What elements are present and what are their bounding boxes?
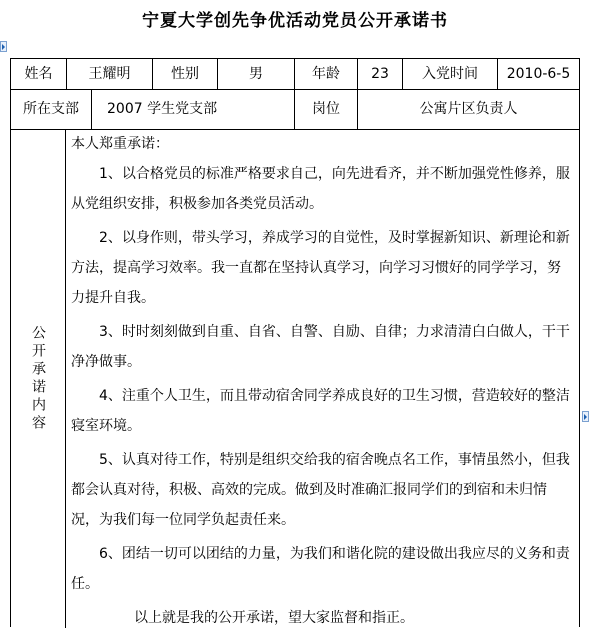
left-expand-arrow-icon[interactable] [0, 41, 7, 52]
pledge-item-3: 3、时时刻刻做到自重、自省、自警、自励、自律；力求清清白白做人，干干净净做事。 [71, 324, 570, 370]
gender-label: 性别 [171, 66, 199, 82]
page-title: 宁夏大学创先争优活动党员公开承诺书 [142, 11, 448, 31]
pledge-section-label-cell [11, 129, 65, 628]
age-value: 23 [371, 66, 389, 82]
gender-value: 男 [249, 66, 263, 82]
pledge-intro: 本人郑重承诺： [71, 136, 169, 152]
position-label: 岗位 [312, 101, 340, 117]
pledge-item-2: 2、以身作则，带头学习，养成学习的自觉性，及时掌握新知识、新理论和新方法，提高学习效率。我一直都在坚持认真学习，向学习习惯好的同学学习，努力提升自我。 [71, 230, 570, 306]
pledge-item-5: 5、认真对待工作，特别是组织交给我的宿舍晚点名工作，事情虽然小，但我都会认真对待，积极、高效的完成。做到及时准确汇报同学们的到宿和未归情况，为我们每一位同学负起责任来。 [71, 452, 570, 528]
pledge-table [10, 58, 580, 627]
pledge-item-6: 6、团结一切可以团结的力量，为我们和谐化院的建设做出我应尽的义务和责任。 [71, 546, 570, 592]
age-label: 年龄 [312, 66, 340, 82]
position-value: 公寓片区负责人 [419, 101, 518, 117]
pledge-section-label: 公开承诺内容 [30, 324, 46, 433]
pledge-item-4: 4、注重个人卫生，而且带动宿舍同学养成良好的卫生习惯，营造较好的整洁寝室环境。 [71, 388, 570, 434]
branch-label: 所在支部 [23, 101, 79, 117]
join-date-label: 入党时间 [422, 66, 478, 82]
branch-value: 2007 学生党支部 [107, 101, 218, 117]
pledge-closing: 以上就是我的公开承诺，望大家监督和指正。 [134, 610, 414, 626]
pledge-content [71, 133, 573, 633]
name-label: 姓名 [24, 66, 53, 82]
name-value: 王耀明 [88, 66, 131, 82]
pledge-item-1: 1、以合格党员的标准严格要求自己，向先进看齐，并不断加强党性修养，服从党组织安排，积极参加各类党员活动。 [71, 166, 570, 212]
join-date-value: 2010-6-5 [506, 66, 571, 82]
right-expand-arrow-icon[interactable] [582, 411, 589, 422]
